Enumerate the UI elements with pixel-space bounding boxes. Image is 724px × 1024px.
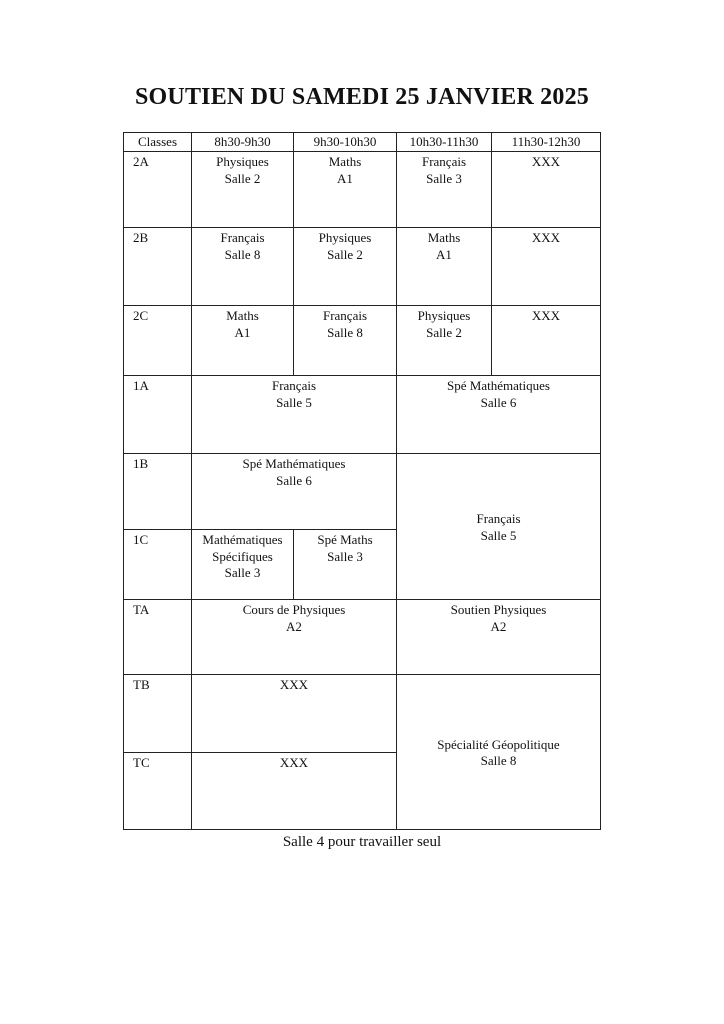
- subject: Maths: [427, 230, 461, 245]
- room: Salle 6: [480, 394, 517, 410]
- table-row-TA: [124, 600, 601, 675]
- table-row-TB: [124, 675, 601, 753]
- room: Salle 8: [224, 246, 261, 262]
- cell-1C-slot-2: [294, 530, 397, 600]
- page-title: SOUTIEN DU SAMEDI 25 JANVIER 2025: [135, 84, 589, 110]
- room: Salle 8: [327, 324, 363, 340]
- subject: Soutien Physiques: [450, 602, 547, 617]
- room: Salle 5: [480, 527, 517, 543]
- cell-TA-morning: [192, 600, 397, 675]
- cell-2A-slot-4: [492, 152, 601, 228]
- room: A1: [436, 246, 452, 262]
- cell-2C-slot-3: [397, 306, 492, 376]
- room: Salle 3: [426, 170, 462, 186]
- schedule-table: [123, 132, 601, 830]
- subject: XXX: [531, 230, 561, 245]
- subject: XXX: [531, 308, 561, 323]
- cell-1A-late: [397, 376, 601, 454]
- subject: XXX: [279, 677, 309, 692]
- subject: Spécialité Géopolitique: [437, 736, 560, 752]
- class-label-2C: 2C: [124, 306, 192, 376]
- room: A2: [286, 618, 302, 634]
- table-row-1B: [124, 454, 601, 530]
- header-row: [124, 133, 601, 152]
- cell-2C-slot-2: [294, 306, 397, 376]
- class-label-2B: 2B: [124, 228, 192, 306]
- cell-TB-morning: [192, 675, 397, 753]
- cell-2A-slot-1: [192, 152, 294, 228]
- subject: Français: [220, 230, 265, 245]
- cell-2B-slot-4: [492, 228, 601, 306]
- subject: Maths: [328, 154, 362, 169]
- subject: Mathématiques: [202, 532, 283, 547]
- subject: XXX: [279, 755, 309, 770]
- subject: Maths: [226, 308, 259, 323]
- class-label-TA: TA: [124, 600, 192, 675]
- cell-2A-slot-2: [294, 152, 397, 228]
- room: Salle 2: [327, 246, 363, 262]
- room: A1: [234, 324, 251, 340]
- subject: Français: [421, 154, 467, 169]
- cell-1B-morning: [192, 454, 397, 530]
- room: Salle 8: [480, 753, 517, 768]
- subject: Cours de Physiques: [242, 602, 346, 617]
- header-slot-2: 9h30-10h30: [294, 133, 397, 152]
- cell-2B-slot-2: [294, 228, 397, 306]
- class-label-1A: 1A: [124, 376, 192, 454]
- header-slot-4: 11h30-12h30: [492, 133, 601, 152]
- subject: Français: [476, 511, 521, 526]
- footer-note: Salle 4 pour travailler seul: [282, 834, 442, 850]
- cell-TC-morning: [192, 753, 397, 830]
- table-row-2C: [124, 306, 601, 376]
- table-row-2B: [124, 228, 601, 306]
- cell-2C-slot-4: [492, 306, 601, 376]
- subject: Français: [271, 378, 317, 393]
- cell-2B-slot-3: [397, 228, 492, 306]
- header-slot-1: 8h30-9h30: [192, 133, 294, 152]
- room: Salle 6: [276, 472, 312, 488]
- class-label-TC: TC: [124, 753, 192, 830]
- room: A2: [490, 618, 507, 634]
- subject: XXX: [531, 154, 561, 169]
- room: Salle 2: [426, 324, 462, 340]
- room: Salle 3: [327, 548, 363, 564]
- subject: Français: [322, 308, 368, 323]
- header-slot-3: 10h30-11h30: [397, 133, 492, 152]
- room: Salle 3: [224, 565, 261, 580]
- table-row-1A: [124, 376, 601, 454]
- cell-1B-1C-late: [397, 454, 601, 600]
- cell-TA-late: [397, 600, 601, 675]
- cell-1C-slot-1: [192, 530, 294, 600]
- class-label-1C: 1C: [124, 530, 192, 600]
- room: Salle 5: [276, 394, 312, 410]
- subject: Spé Mathématiques: [447, 378, 550, 393]
- subject: Physiques: [318, 230, 372, 245]
- cell-2B-slot-1: [192, 228, 294, 306]
- cell-2C-slot-1: [192, 306, 294, 376]
- table-row-2A: [124, 152, 601, 228]
- subject-detail: Spécifiques: [212, 548, 273, 564]
- subject: Spé Maths: [317, 532, 373, 547]
- subject: Spé Mathématiques: [242, 456, 346, 471]
- room: Salle 2: [224, 170, 261, 186]
- subject: Physiques: [216, 154, 269, 169]
- class-label-TB: TB: [124, 675, 192, 753]
- class-label-1B: 1B: [124, 454, 192, 530]
- room: A1: [337, 170, 353, 186]
- cell-1A-morning: [192, 376, 397, 454]
- class-label-2A: 2A: [124, 152, 192, 228]
- header-classes: Classes: [124, 133, 192, 152]
- cell-TB-TC-late: [397, 675, 601, 830]
- subject: Physiques: [417, 308, 471, 323]
- cell-2A-slot-3: [397, 152, 492, 228]
